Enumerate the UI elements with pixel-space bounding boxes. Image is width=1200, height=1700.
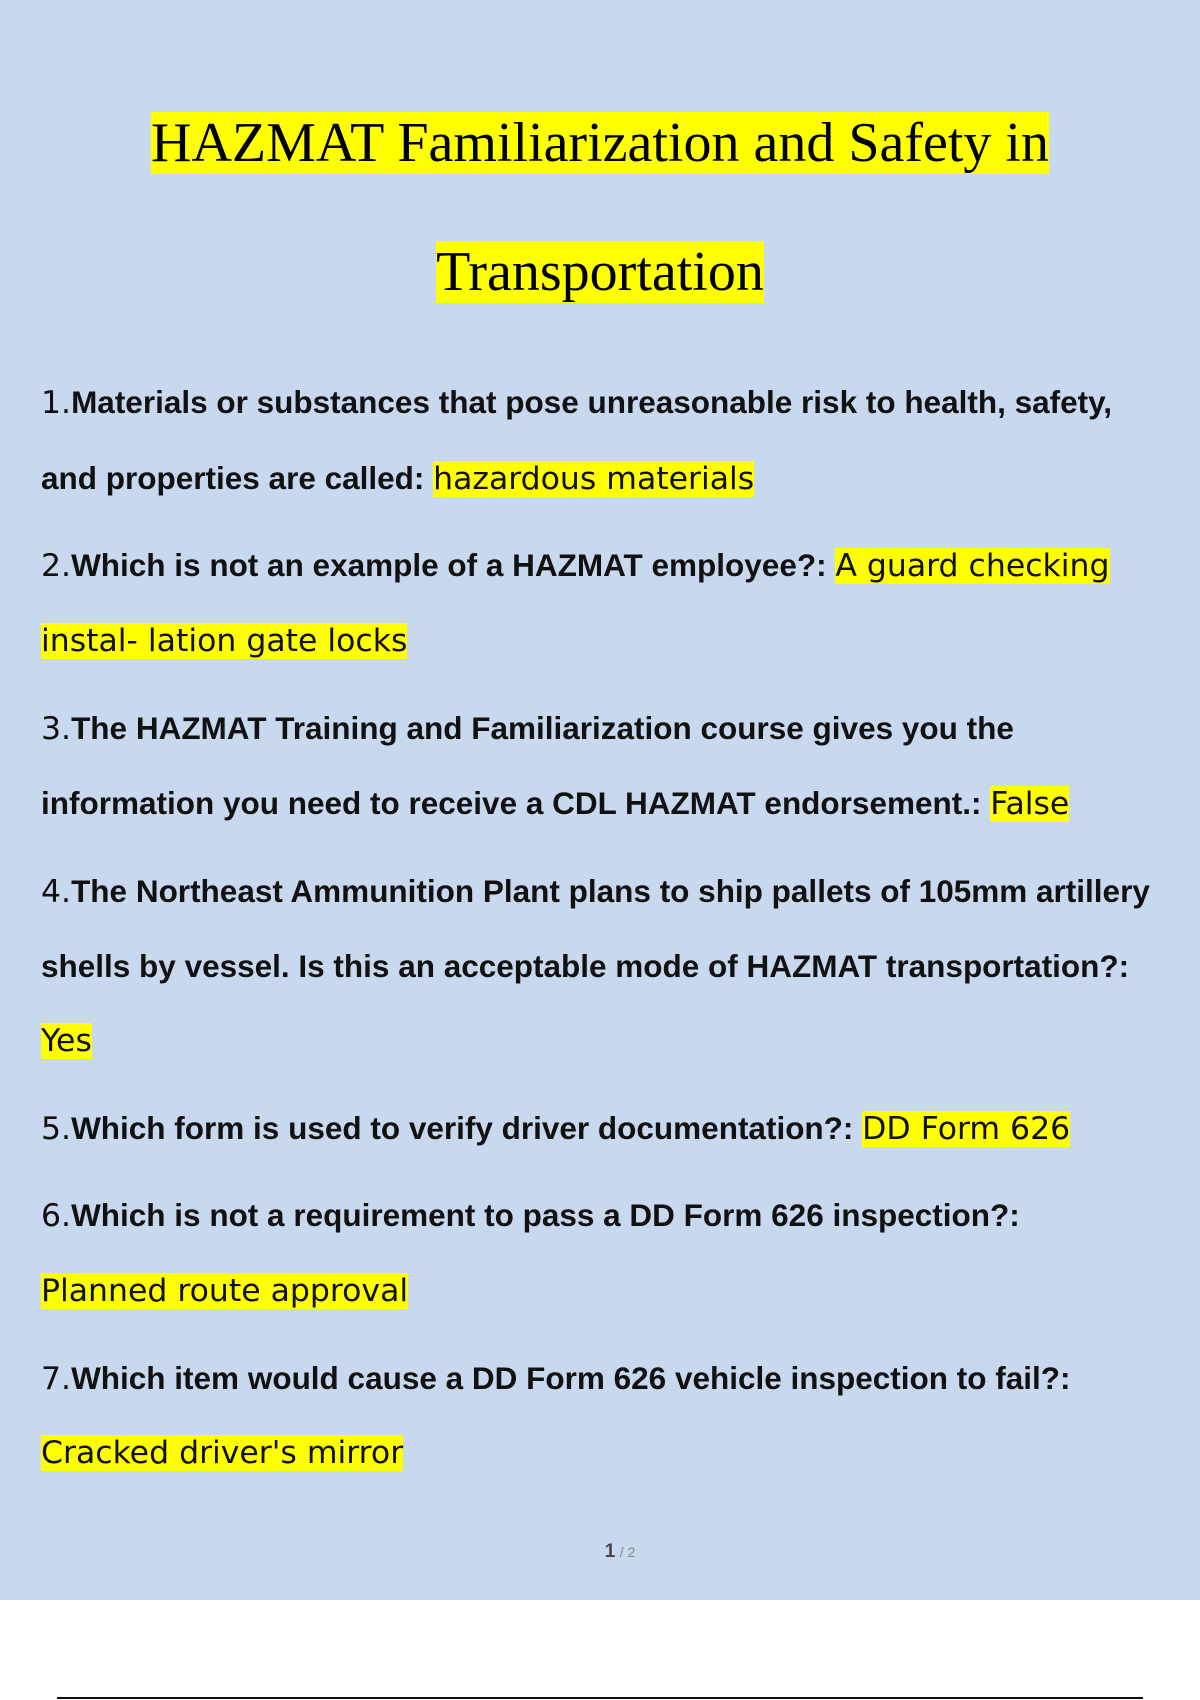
question-number: 2. xyxy=(41,548,72,584)
answer-highlight: DD Form 626 xyxy=(862,1111,1071,1147)
question-1-line-2 xyxy=(41,456,754,501)
question-number: 7. xyxy=(41,1361,72,1397)
answer-highlight: False xyxy=(990,786,1070,822)
answer-highlight: instal- lation gate locks xyxy=(41,623,408,659)
question-7-line-1 xyxy=(41,1356,1071,1401)
title-text-2: Transportation xyxy=(436,241,764,303)
question-2-line-1 xyxy=(41,543,1110,588)
question-text: information you need to receive a CDL HAZMAT endorsement.: xyxy=(41,785,991,821)
question-text: Which item would cause a DD Form 626 vehicle inspection to fail?: xyxy=(71,1360,1071,1396)
total-pages: / 2 xyxy=(619,1544,636,1560)
question-text: shells by vessel. Is this an acceptable mode of HAZMAT transportation?: xyxy=(41,948,1130,984)
answer-highlight: Cracked driver's mirror xyxy=(41,1435,404,1471)
question-text: The HAZMAT Training and Familiarization course gives you the xyxy=(71,710,1014,746)
question-2-line-2 xyxy=(41,619,407,663)
page-divider-line xyxy=(57,1697,1143,1699)
answer-highlight: Yes xyxy=(41,1023,92,1059)
question-5-line-1 xyxy=(41,1106,1070,1151)
question-3-line-2 xyxy=(41,781,1069,826)
answer-highlight: hazardous materials xyxy=(433,461,755,497)
question-number: 1. xyxy=(41,385,72,421)
question-4-line-1 xyxy=(41,869,1150,914)
question-text: and properties are called: xyxy=(41,460,434,496)
question-number: 5. xyxy=(41,1111,72,1147)
question-4-line-2 xyxy=(41,944,1129,989)
answer-highlight: Planned route approval xyxy=(41,1273,409,1309)
question-number: 3. xyxy=(41,711,72,747)
title-text-1: HAZMAT Familiarization and Safety in xyxy=(151,112,1049,174)
question-text: Which form is used to verify driver documentation?: xyxy=(71,1110,863,1146)
page-indicator xyxy=(0,1541,1200,1563)
question-text: Which is not a requirement to pass a DD Form 626 inspection?: xyxy=(71,1197,1020,1233)
answer-highlight: A guard checking xyxy=(835,548,1110,584)
question-text: Which is not an example of a HAZMAT employee?: xyxy=(71,547,836,583)
question-1-line-1 xyxy=(41,380,1112,425)
question-3-line-1 xyxy=(41,706,1014,751)
question-6-line-2 xyxy=(41,1269,408,1313)
question-text: Materials or substances that pose unreasonable risk to health, safety, xyxy=(71,384,1113,420)
document-title-line-1 xyxy=(0,108,1200,178)
document-title-line-2 xyxy=(0,237,1200,307)
question-7-line-2 xyxy=(41,1431,403,1475)
question-text: The Northeast Ammunition Plant plans to ship pallets of 105mm artillery xyxy=(71,873,1150,909)
current-page-number: 1 xyxy=(604,1541,616,1562)
question-4-line-3 xyxy=(41,1019,92,1063)
question-number: 6. xyxy=(41,1198,72,1234)
question-number: 4. xyxy=(41,874,72,910)
question-6-line-1 xyxy=(41,1193,1020,1238)
